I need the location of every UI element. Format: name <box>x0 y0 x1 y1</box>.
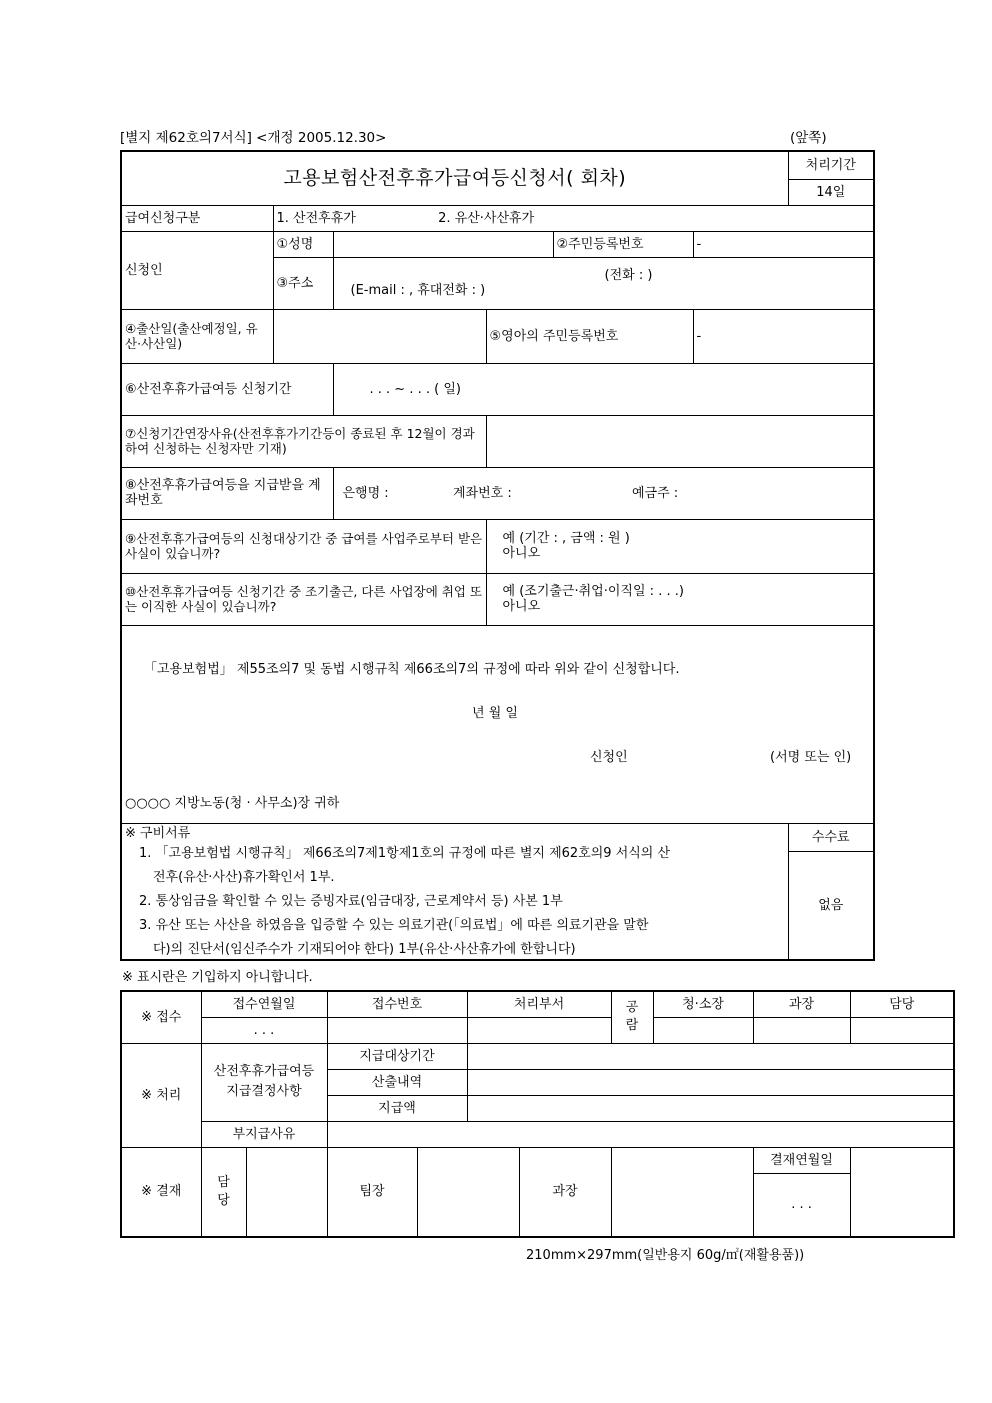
rrn-label: ②주민등록번호 <box>553 231 693 257</box>
required-documents-header: ※ 구비서류 <box>125 825 191 841</box>
name-field[interactable] <box>333 231 553 257</box>
period-field[interactable]: . . . ~ . . . ( 일) <box>333 363 874 415</box>
applicant-signature-label: 신청인 <box>590 749 628 765</box>
payment-amount-label: 지급액 <box>327 1095 467 1121</box>
account-field[interactable] <box>333 467 874 519</box>
application-form <box>120 150 875 961</box>
payment-amount-value[interactable] <box>467 1095 954 1121</box>
birth-date-label: ④출산일(출산예정일, 유산·사산일) <box>121 309 273 363</box>
decision-label: 산전후휴가급여등지급결정사항 <box>201 1043 327 1121</box>
non-payment-reason-value[interactable] <box>327 1121 954 1147</box>
receipt-number-label: 접수번호 <box>327 991 467 1017</box>
extension-reason-field[interactable] <box>486 415 874 467</box>
approval-section-label: 과장 <box>519 1147 611 1237</box>
section-head-stamp[interactable] <box>753 1017 850 1043</box>
processing-period-label: 처리기간 <box>788 151 874 179</box>
receipt-label: ※ 접수 <box>121 991 201 1043</box>
infant-rrn-field[interactable]: - <box>693 309 874 363</box>
document-item-3-cont: 다)의 진단서(임신주수가 기재되어야 한다) 1부(유산·사산휴가에 한합니다) <box>153 941 576 957</box>
account-label: ⑧산전후휴가급여등을 지급받을 계좌번호 <box>121 467 333 519</box>
extension-reason-label: ⑦신청기간연장사유(산전후휴가기간등이 종료된 후 12월이 경과하여 신청하는 신청자만 기재) <box>121 415 486 467</box>
approval-date-label: 결재연월일 <box>753 1147 850 1173</box>
chief-stamp[interactable] <box>653 1017 753 1043</box>
department-value[interactable] <box>467 1017 611 1043</box>
calculation-value[interactable] <box>467 1069 954 1095</box>
officer-label: 담당 <box>850 991 954 1017</box>
rrn-field[interactable]: - <box>693 231 874 257</box>
payment-period-value[interactable] <box>467 1043 954 1069</box>
receipt-date-value[interactable]: . . . <box>201 1017 327 1043</box>
address-field[interactable] <box>333 257 874 309</box>
required-documents <box>121 823 788 960</box>
office-use-table <box>120 990 955 1238</box>
addressee: ○○○○ 지방노동(청 · 사무소)장 귀하 <box>125 795 340 811</box>
document-item-3: 3. 유산 또는 사산을 하였음을 입증할 수 있는 의료기관(「의료법」에 따른 의료기관을 말한 <box>139 917 649 933</box>
application-date[interactable]: 년 월 일 <box>472 705 518 721</box>
question10-label: ⑩산전후휴가급여등 신청기간 중 조기출근, 다른 사업장에 취업 또는 이직한 사실이 있습니까? <box>121 573 486 625</box>
question10-yes-option[interactable]: 예 (조기출근·취업·이직일 : . . .) <box>502 584 684 599</box>
approval-date-value[interactable]: . . . <box>753 1173 850 1237</box>
account-holder-label: 예금주 : <box>632 485 679 501</box>
birth-date-field[interactable] <box>273 309 486 363</box>
receipt-number-value[interactable] <box>327 1017 467 1043</box>
approval-team-stamp[interactable] <box>417 1147 519 1237</box>
benefit-type-options[interactable] <box>273 205 874 231</box>
address-label: ③주소 <box>273 257 333 309</box>
phone-line: (전화 : ) <box>604 268 653 283</box>
page-side-label: (앞쪽) <box>790 130 827 146</box>
document-item-1-cont: 전후(유산·사산)휴가확인서 1부. <box>153 869 335 885</box>
document-item-1: 1. 「고용보험법 시행규칙」 제66조의7제1항제1호의 규정에 따른 별지 제62호의9 서식의 산 <box>139 845 671 861</box>
infant-rrn-label: ⑤영아의 주민등록번호 <box>486 309 693 363</box>
signature-hint[interactable]: (서명 또는 인) <box>770 749 852 765</box>
question9-yes-option[interactable]: 예 (기간 : , 금액 : 원 ) <box>502 531 630 546</box>
applicant-label: 신청인 <box>121 231 273 309</box>
officer-stamp[interactable] <box>850 1017 954 1043</box>
benefit-type-label: 급여신청구분 <box>121 205 273 231</box>
approval-officer-label: 담당 <box>201 1147 246 1237</box>
benefit-option-maternity[interactable]: 1. 산전후휴가 <box>276 210 356 226</box>
account-number-label: 계좌번호 : <box>452 485 512 501</box>
chief-label: 청·소장 <box>653 991 753 1017</box>
benefit-option-miscarriage[interactable]: 2. 유산·사산휴가 <box>438 210 535 226</box>
fee-label: 수수료 <box>788 823 874 852</box>
document-item-2: 2. 통상임금을 확인할 수 있는 증빙자료(임금대장, 근로계약서 등) 사본 1부 <box>139 893 563 909</box>
declaration-section <box>121 625 874 823</box>
approval-label: ※ 결재 <box>121 1147 201 1237</box>
section-head-label: 과장 <box>753 991 850 1017</box>
question9-answer[interactable] <box>486 519 874 573</box>
approval-team-label: 팀장 <box>327 1147 417 1237</box>
question9-no-option[interactable]: 아니오 <box>502 546 541 561</box>
approval-officer-stamp[interactable] <box>246 1147 327 1237</box>
period-label: ⑥산전후휴가급여등 신청기간 <box>121 363 333 415</box>
question10-answer[interactable] <box>486 573 874 625</box>
department-label: 처리부서 <box>467 991 611 1017</box>
fee-value: 없음 <box>788 852 874 960</box>
declaration-text: 「고용보험법」 제55조의7 및 동법 시행규칙 제66조의7의 규정에 따라 위와 같이 신청합니다. <box>144 661 680 677</box>
approval-section-stamp[interactable] <box>611 1147 753 1237</box>
form-reference: [별지 제62호의7서식] <개정 2005.12.30> <box>120 130 387 146</box>
email-line: (E-mail : , 휴대전화 : ) <box>350 283 486 298</box>
payment-period-label: 지급대상기간 <box>327 1043 467 1069</box>
circulation-label: 공람 <box>611 991 653 1043</box>
form-title: 고용보험산전후휴가급여등신청서( 회차) <box>121 151 788 205</box>
name-label: ①성명 <box>273 231 333 257</box>
question10-no-option[interactable]: 아니오 <box>502 599 541 614</box>
question9-label: ⑨산전후휴가급여등의 신청대상기간 중 급여를 사업주로부터 받은 사실이 있습니까? <box>121 519 486 573</box>
receipt-date-label: 접수연월일 <box>201 991 327 1017</box>
paper-specification: 210mm×297mm(일반용지 60g/㎡(재활용품)) <box>526 1248 805 1263</box>
non-payment-reason-label: 부지급사유 <box>201 1121 327 1147</box>
office-use-note: ※ 표시란은 기입하지 아니합니다. <box>122 970 313 985</box>
calculation-label: 산출내역 <box>327 1069 467 1095</box>
processing-label: ※ 처리 <box>121 1043 201 1147</box>
bank-label: 은행명 : <box>342 485 389 501</box>
processing-period-value: 14일 <box>788 179 874 205</box>
